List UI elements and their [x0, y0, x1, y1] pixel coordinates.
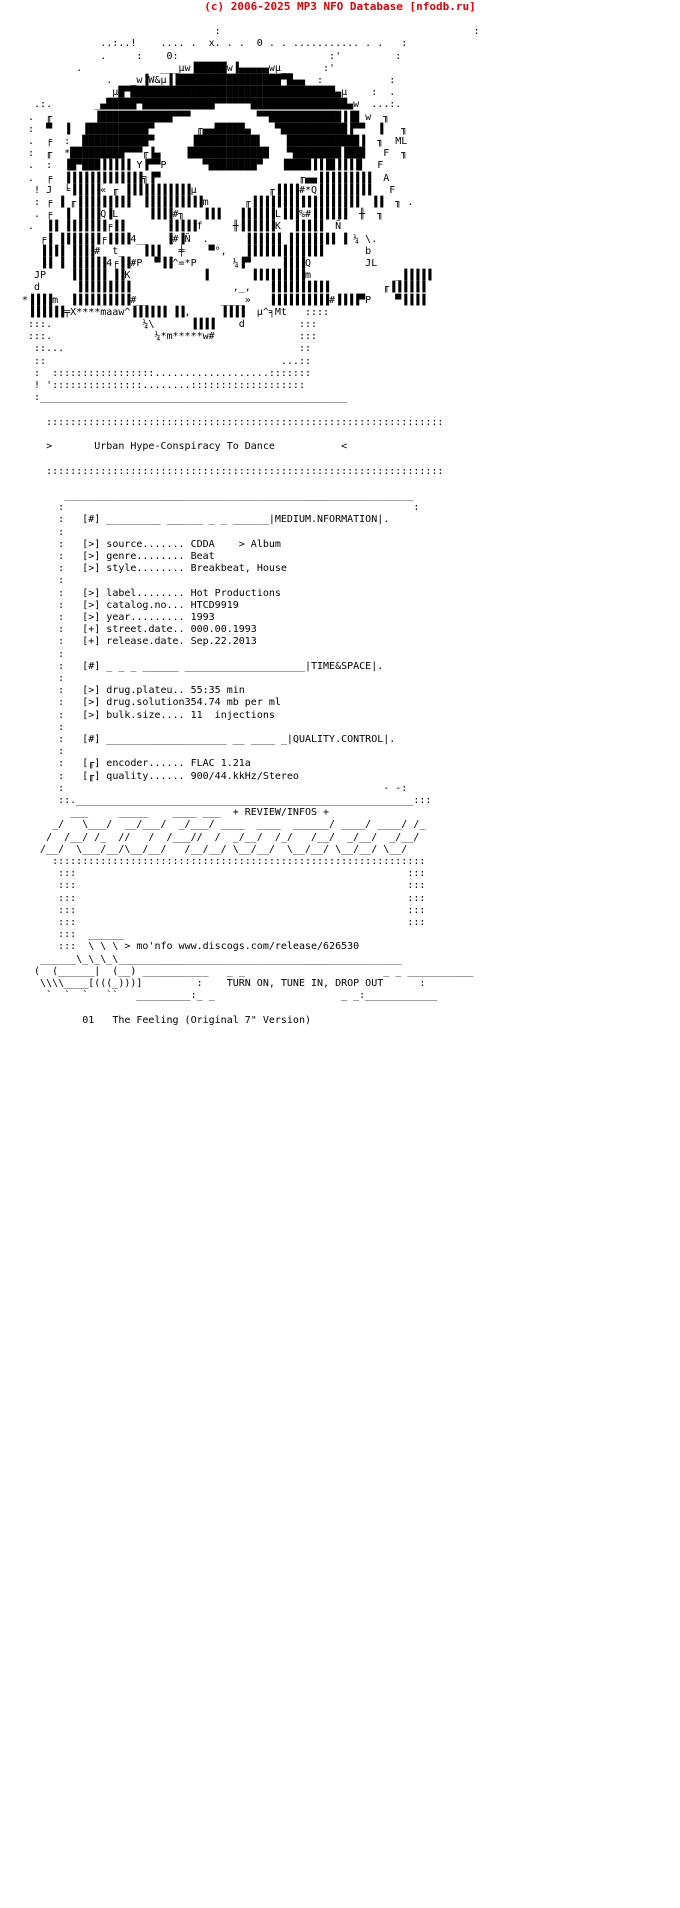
- info-row: [>] year......... 1993: [82, 611, 215, 623]
- nfo-text: : : ..:..! .... . x. . . 0 . . ........... . . : . : 0: :' : . ___µw▐█████w▐▄▄▄▄▄wµ__ :' . _w▐W&µ▐▐█████████████████▀█▄▄ : : µ█▀██████████████████████████████████▄µ : . .:. _▄█████▀████████████▀▀▀▀▀▀████████████████▄w ...:. . ╓ ▐████████████▀▀▀ ▀▀████████████▐▐█ w ╖ : ▀ ▐ ▐██████████▀ ╓▄▄█████▄ ▀███████████▐▀▀ ▐ ╖ . ╒ : ███████████▀ ▐██████████▌ ████████████▐ ╖ ML : ╓ *█████████▀▀▀╓▐▄ ▐█████████████ ▀████████▐███ F ╖ . : ▐█▀███▐▐▐▐▐ Y▐▀▀P ▀████████▀ ▐████▐▐▐█▐▐▐▐▌ F . ╒ ▐▐▐▐▐▐▐▐▐▐▐▐▐╗▐▀ ╓▄▄▐▐▐▐▐▐▐▐▐ A ! J ╘▐▐▐▐▐« ╓ ▐▐▐▐▐▐▐▐▐▐▐µ ╓▐▐▐▐#*Q▐▐▐▐▐▐▐▐▐ F : ╒ ▐ ╓▐▐▐▐▐▐▐▐▐ ▐▐▐▐▐▐▐▐▐▐m ╓▐▐▐▐▐▐▐▐▐▐▐▐▐▐▐▐▐▐ ▐▐ ╖ . . ╒ ▐ ▐▐▐▐Q▐L ▐▐▐▐#╖ ▐▐▐ ▐▐▐▐▐▐L▐▐▐%#▐▐▐▐▐▐ ╫ ╖ . ▐▐ ▐▐▐▐▐▐▐╒▐▐ ▐▐▐▐▐f ╫▐▐▐▐▐▐K ▐▐▐▐▐ Ñ ╒▐ ▐▐▐▐▐▐▐╒▐▐▐▐4__ ▐#▐Ñ . ▐▐▐▐▐▐ ▐▐▐▐▐▐▐▐ ▐ ¼ \. ▐▐▐▐ ▐▐▐▐# t_ ▐▐▐ ╪ ▀°, ▐▐▐▐▐▐▐▐▐▐▐▐▐ b ▐▐ ▐ ▐▐▐▐▐▐4╒▐▐#P ▀▐▐^=*P ¼▐▀ ▐▐▐▐Q JL JP ▐▐▐▐▐▐ ▐▐K ▐ ▐▐▐▐▐▐▐▐▐m _▐▐▐▐▐ d ▐▐▐▐▐▐▐▐▐ ,_, ▐▐▐▐▐▐▐▐▐▐ ╓▐▐▐▐▐▐ *▐▐▐▐m ▐▐▐▐▐▐▐▐▐▐#__ ____» ▐▐▐▐▐▐▐▐▐▐#▐▐▐▐▀P ▀▐▐▐▐ ▐▐▐▐▐▐╤X****maaw^▐▐▐▐▐▐ ▐▐, ▐▐▐▐ µ^╕Mt :::: :::. ¼\ ▐▐▐▐ d ::: :::. ¼*m*****w# ::: ::... :: :: ...:: : :::::::::::::::::...................::::::: ! ':::::::::::::::........::::::::::::::::::: :___________________________________________________ :::::::::::::::::::::::::::::::::::::::::::::::::::::::::::::::::: > Urban Hype-Conspiracy To Dance < :::::::::::::::::::::::::::::::::::::::::::::::::::::::::::::::::: __________________________________________________________ : : : [#] _________ ______ _ _ ______|MEDIUM.NFORMATION|. : : [>] source....... CDDA > Album : [>] genre........ Beat : [>] style........ Breakbeat, House : : [>] label........ Hot Productions : [>] catalog.no... HTCD9919 : [>] year......... 1993 : [+] street.date.. 000.00.1993 : [+] release.date. Sep.22.2013 : : [#] _ _ _ ______ ____________________|TIME&SPACE|. : : [>] drug.plateu.. 55:35 min : [>] drug.solution354.74 mb per ml : [>] bulk.size.... 11 injections : : [#] ____________________ __ ____ _|QUALITY.CONTROL|. : : [╓] encoder...... FLAC 1.21a : [╓] quality...... 900/44.kkHz/Stereo : - -: ::.________________________________________________________::: ___ _____ ____ ___ + REVIEW/INFOS + _/ \___/ __/___/ _/___/ ____ ____ ______/ ____/ ____/ /_ / /__/ /_ // / /___// / _/__/ /_/ /__/ _/__/ _/__/ /__/ \___/__/\__/__/ /__/__/ \__/__/ \__/__/ \__/__/ \__/ :::::::::::::::::::::::::::::::::::::::::::::::::::::::::::::: ::: ::: ::: ::: ::: ::: ::: ::: ::: ::: ::: ______ ::: \ \ \ > mo'nfo www.discogs.com/release/626530 ______\_\_\_\_______________________________________________ ( (______| (__) ___________ _ _ _ _ ___________ \\\\____[(((_)))] : TURN ON, TUNE IN, DROP OUT : ` ` ` `` _________:_ _ _ _:____________ 01 The Feeling (Original 7" Version): [22, 26, 480, 1026]
- release-title: Urban Hype-Conspiracy To Dance: [94, 441, 275, 453]
- site-header: (c) 2006-2025 MP3 NFO Database [nfodb.ru]: [204, 0, 476, 13]
- ascii-art-logo: : : ..:..! .... . x. . . 0 . . ........... . . : . : 0: :' : . ___µw▐█████w▐▄▄▄▄▄wµ__ :' . _w▐W&µ▐▐█████████████████▀█▄▄ : : µ█▀██████████████████████████████████▄µ : . .:. _▄█████▀████████████▀▀▀▀▀▀████████████████▄w ...:. . ╓ ▐████████████▀▀▀ ▀▀████████████▐▐█ w ╖ : ▀ ▐ ▐██████████▀ ╓▄▄█████▄ ▀███████████▐▀▀ ▐ ╖ . ╒ : ███████████▀ ▐██████████▌ ████████████▐ ╖ ML : ╓ *█████████▀▀▀╓▐▄ ▐█████████████ ▀████████▐███ F ╖ . : ▐█▀███▐▐▐▐▐ Y▐▀▀P ▀████████▀ ▐████▐▐▐█▐▐▐▐▌ F . ╒ ▐▐▐▐▐▐▐▐▐▐▐▐▐╗▐▀ ╓▄▄▐▐▐▐▐▐▐▐▐ A ! J ╘▐▐▐▐▐« ╓ ▐▐▐▐▐▐▐▐▐▐▐µ ╓▐▐▐▐#*Q▐▐▐▐▐▐▐▐▐ F : ╒ ▐ ╓▐▐▐▐▐▐▐▐▐ ▐▐▐▐▐▐▐▐▐▐m ╓▐▐▐▐▐▐▐▐▐▐▐▐▐▐▐▐▐▐ ▐▐ ╖ . . ╒ ▐ ▐▐▐▐Q▐L ▐▐▐▐#╖ ▐▐▐ ▐▐▐▐▐▐L▐▐▐%#▐▐▐▐▐▐ ╫ ╖ . ▐▐ ▐▐▐▐▐▐▐╒▐▐ ▐▐▐▐▐f ╫▐▐▐▐▐▐K ▐▐▐▐▐ Ñ ╒▐ ▐▐▐▐▐▐▐╒▐▐▐▐4__ ▐#▐Ñ . ▐▐▐▐▐▐ ▐▐▐▐▐▐▐▐ ▐ ¼ \. ▐▐▐▐ ▐▐▐▐# t_ ▐▐▐ ╪ ▀°, ▐▐▐▐▐▐▐▐▐▐▐▐▐ b ▐▐ ▐ ▐▐▐▐▐▐4╒▐▐#P ▀▐▐^=*P ¼▐▀ ▐▐▐▐Q JL JP ▐▐▐▐▐▐ ▐▐K ▐ ▐▐▐▐▐▐▐▐▐m _▐▐▐▐▐ d ▐▐▐▐▐▐▐▐▐ ,_, ▐▐▐▐▐▐▐▐▐▐ ╓▐▐▐▐▐▐ *▐▐▐▐m ▐▐▐▐▐▐▐▐▐▐#__ ____» ▐▐▐▐▐▐▐▐▐▐#▐▐▐▐▀P ▀▐▐▐▐ ▐▐▐▐▐▐╤X****maaw^▐▐▐▐▐▐ ▐▐, ▐▐▐▐ µ^╕Mt :::: :::. ¼\ ▐▐▐▐ d ::: :::. ¼*m*****w# ::: ::... :: :: ...:: : :::::::::::::::::...................::::::: ! ':::::::::::::::........::::::::::::::::::: :___________________________________________________: [22, 26, 480, 404]
- time-row: [>] drug.plateu.. 55:35 min: [82, 685, 245, 697]
- time-row: [>] drug.solution354.74 mb per ml: [82, 697, 281, 709]
- info-row: [+] release.date. Sep.22.2013: [82, 636, 257, 648]
- review-infos-label: + REVIEW/INFOS +: [232, 807, 330, 819]
- info-row: [>] source....... CDDA > Album: [82, 538, 281, 550]
- tagline: TURN ON, TUNE IN, DROP OUT: [226, 978, 384, 990]
- separator: ::::::::::::::::::::::::::::::::::::::::::::::::::::::::::::::::::: [46, 465, 444, 477]
- time-row: [>] bulk.size.... 11 injections: [82, 709, 275, 721]
- info-row: [>] style........ Breakbeat, House: [82, 563, 287, 575]
- info-row: [>] label........ Hot Productions: [82, 587, 281, 599]
- time-space-header: [#] _ _ _ ______ ____________________|TIME&SPACE|.: [82, 660, 384, 672]
- medium-info-header: [#] _________ ______ _ _ ______|MEDIUM.NFORMATION|.: [82, 514, 390, 526]
- separator: ::::::::::::::::::::::::::::::::::::::::::::::::::::::::::::::::::: [46, 416, 444, 428]
- info-row: [+] street.date.. 000.00.1993: [82, 624, 257, 636]
- info-row: [>] catalog.no... HTCD9919: [82, 599, 239, 611]
- discogs-link[interactable]: > mo'nfo www.discogs.com/release/626530: [124, 941, 360, 953]
- quality-row: [╓] encoder...... FLAC 1.21a: [82, 758, 251, 770]
- quality-row: [╓] quality...... 900/44.kkHz/Stereo: [82, 770, 299, 782]
- track-title: The Feeling (Original 7" Version): [112, 1014, 336, 1026]
- info-row: [>] genre........ Beat: [82, 550, 215, 562]
- quality-control-header: [#] ____________________ __ ____ _|QUALITY.CONTROL|.: [82, 733, 396, 745]
